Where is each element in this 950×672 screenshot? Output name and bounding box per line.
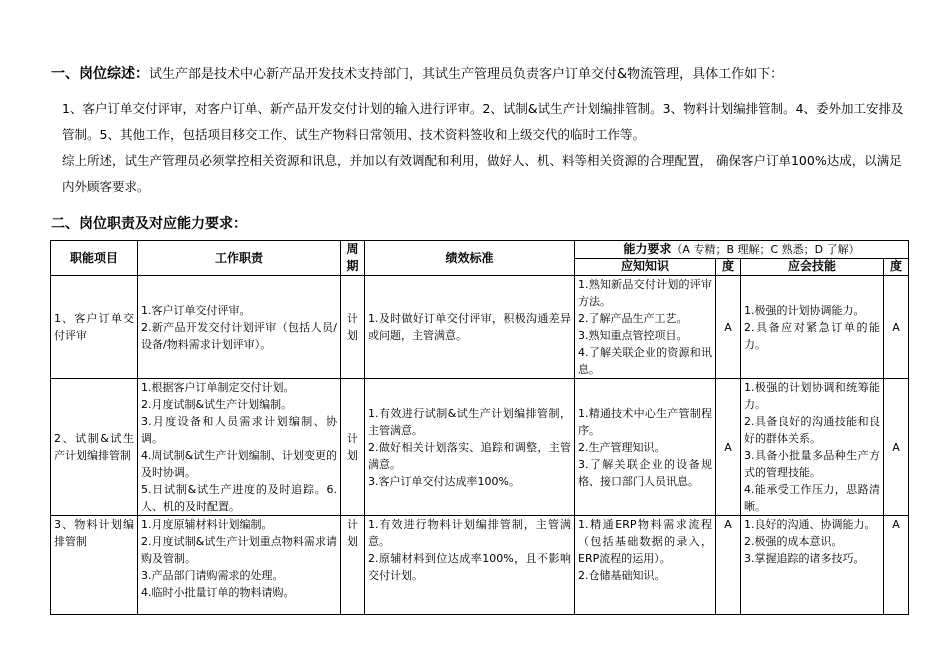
knowledge-cell-item: 4.了解关联企业的资源和讯息。 (578, 346, 712, 376)
table-row (51, 276, 909, 379)
degree-skills-cell: A (884, 516, 909, 615)
duties-cell-item: 3.月度设备和人员需求计划编制、协调。 (141, 415, 337, 445)
knowledge-cell-item: 2.生产管理知识。 (578, 440, 666, 454)
knowledge-cell-item: 3.熟知重点管控项目。 (578, 329, 688, 342)
duties-cell-item: 2.新产品开发交付计划评审（包括人员/设备/物料需求计划评审）。 (141, 320, 337, 351)
skills-cell (741, 379, 884, 516)
duties-cell-item: 4.周试制&试生产计划编制、计划变更的及时协调。 (141, 449, 337, 479)
duties-cell (138, 516, 341, 615)
skills-cell-item: 1.极强的计划协调和统筹能力。 (744, 381, 880, 411)
duties-cell-item: 4.临时小批量订单的物料请购。 (141, 586, 295, 599)
header-duties: 工作职责 (138, 241, 341, 276)
performance-cell (365, 276, 575, 379)
table-body (51, 276, 909, 615)
duties-cell-item: 1.客户订单交付评审。 (141, 303, 251, 317)
duties-cell (138, 379, 341, 516)
duties-cell (138, 276, 341, 379)
knowledge-cell (575, 276, 716, 379)
table-row (51, 516, 909, 615)
skills-cell (741, 276, 884, 379)
duties-cell-item: 5.日试制&试生产进度的及时追踪。6.人、机的及时配置。 (141, 483, 337, 513)
header-skills: 应会技能 (741, 258, 884, 276)
header-degree-skills: 度 (884, 258, 909, 276)
performance-cell-item: 2.做好相关计划落实、追踪和调整，主管满意。 (368, 440, 571, 471)
skills-cell-item: 2.极强的成本意识。 (744, 535, 843, 548)
section1-heading: 一、岗位综述： (51, 66, 149, 82)
section1-para1: 1、客户订单交付评审，对客户订单、新产品开发交付计划的输入进行评审。2、试制&试生产计划编排管制。3、物料计划编排管制。4、委外加工安排及管制。5、其他工作，包括项目移交工作、试生产物料日常领用、技术资料签收和上级交代的临时工作等。 (62, 101, 904, 142)
degree-knowledge-cell: A (716, 379, 741, 516)
skills-cell-item: 4.能承受工作压力，思路清晰。 (744, 483, 880, 513)
skills-cell-item: 1.极强的计划协调能力。 (744, 303, 865, 317)
degree-knowledge-cell: A (716, 276, 741, 379)
skills-cell (741, 516, 884, 615)
knowledge-cell-item: 1.精通ERP物料需求流程（包括基础数据的录入，ERP流程的运用）。 (578, 518, 712, 565)
duties-table (50, 240, 909, 615)
function-cell: 3、物料计划编排管制 (51, 516, 138, 615)
skills-cell-item: 3.具备小批量多品种生产方式的管理技能。 (744, 449, 880, 479)
performance-cell-item: 1.有效进行物料计划编排管制，主管满意。 (368, 518, 571, 548)
knowledge-cell (575, 516, 716, 615)
section1-para2: 综上所述，试生产管理员必须掌控相关资源和讯息，并加以有效调配和利用，做好人、机、料等相关资源的合理配置， 确保客户订单100%达成，以满足内外顾客要求。 (62, 153, 902, 194)
function-cell: 2、试制&试生产计划编排管制 (51, 379, 138, 516)
period-cell: 计划 (341, 276, 365, 379)
duties-cell-item: 2.月度试制&试生产计划编制。 (141, 398, 293, 411)
performance-cell-item: 3.客户订单交付达成率100%。 (368, 474, 520, 488)
knowledge-cell-item: 2.了解产品生产工艺。 (578, 312, 688, 325)
function-cell: 1、客户订单交付评审 (51, 276, 138, 379)
header-ability-note: （A 专精；B 理解；C 熟悉；D 了解） (671, 242, 860, 256)
header-function: 职能项目 (51, 241, 138, 276)
period-cell: 计划 (341, 516, 365, 615)
header-performance: 绩效标准 (365, 241, 575, 276)
duties-cell-item: 1.根据客户订单制定交付计划。 (141, 381, 295, 394)
skills-cell-item: 3.掌握追踪的诸多技巧。 (744, 552, 865, 565)
performance-cell (365, 516, 575, 615)
performance-cell-item: 2.原辅材料到位达成率100%，且不影响交付计划。 (368, 552, 571, 582)
skills-cell-item: 2.具备良好的沟通技能和良好的群体关系。 (744, 415, 880, 445)
header-period: 周期 (341, 241, 365, 276)
duties-cell-item: 3.产品部门请购需求的处理。 (141, 569, 284, 582)
header-knowledge: 应知知识 (575, 258, 716, 276)
degree-skills-cell: A (884, 379, 909, 516)
period-cell: 计划 (341, 379, 365, 516)
performance-cell (365, 379, 575, 516)
header-ability (575, 241, 909, 259)
section2-heading: 二、岗位职责及对应能力要求： (51, 216, 247, 232)
degree-skills-cell: A (884, 276, 909, 379)
header-degree-knowledge: 度 (716, 258, 741, 276)
section1-heading-line (51, 66, 783, 83)
knowledge-cell-item: 3.了解关联企业的设备规格、接口部门人员讯息。 (578, 457, 712, 488)
knowledge-cell (575, 379, 716, 516)
knowledge-cell-item: 1.熟知新品交付计划的评审方法。 (578, 278, 712, 308)
header-ability-label: 能力要求 (623, 241, 672, 256)
degree-knowledge-cell: A (716, 516, 741, 615)
knowledge-cell-item: 2.仓储基础知识。 (578, 569, 666, 582)
performance-cell-item: 1.及时做好订单交付评审，积极沟通差异或问题，主管满意。 (368, 312, 571, 342)
table-header-row (51, 241, 909, 259)
section1-intro: 试生产部是技术中心新产品开发技术支持部门，其试生产管理员负责客户订单交付&物流管理，具体工作如下： (149, 67, 784, 82)
knowledge-cell-item: 1.精通技术中心生产管制程序。 (578, 406, 712, 437)
skills-cell-item: 1.良好的沟通、协调能力。 (744, 518, 876, 531)
table-row (51, 379, 909, 516)
duties-cell-item: 2.月度试制&试生产计划重点物料需求请购及管制。 (141, 535, 337, 565)
duties-cell-item: 1.月度原辅材料计划编制。 (141, 518, 273, 531)
skills-cell-item: 2.具备应对紧急订单的能力。 (744, 320, 880, 351)
performance-cell-item: 1.有效进行试制&试生产计划编排管制，主管满意。 (368, 406, 571, 437)
